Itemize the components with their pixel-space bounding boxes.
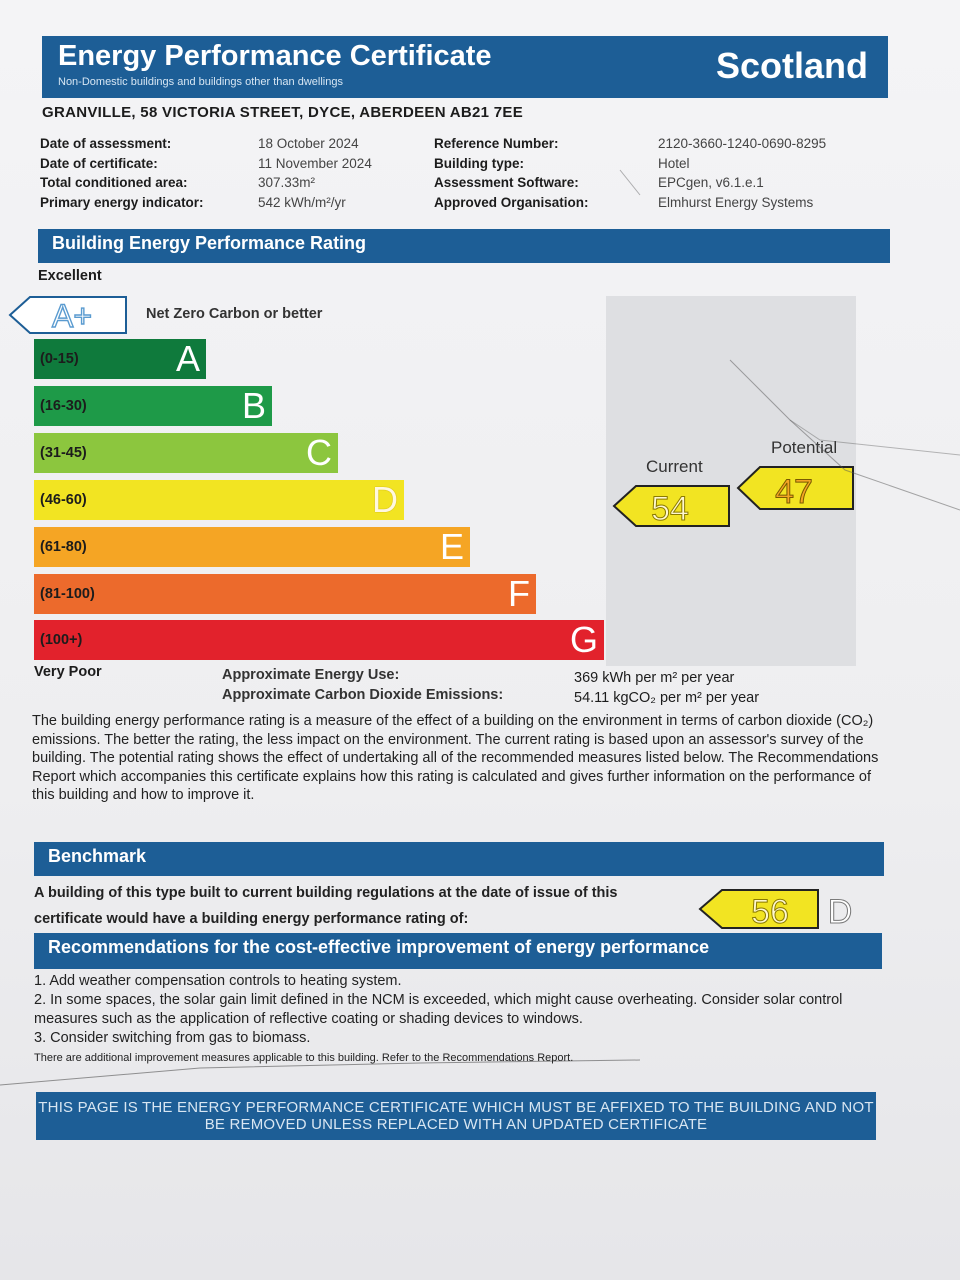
very-poor-label: Very Poor <box>34 664 102 680</box>
carbon-value: 54.11 kgCO₂ per m² per year <box>574 690 760 706</box>
energy-use-value: 369 kWh per m² per year <box>574 670 735 686</box>
conditioned-area-value: 307.33m² <box>258 175 316 190</box>
excellent-label: Excellent <box>38 268 102 284</box>
rating-description: The building energy performance rating is a measure of the effect of a building on the environment in terms of carbon dioxide (CO₂) emissions. The better the rating, the less impact on the environment. The current rating is based upon an assessor's survey of the building. The potential rating shows the effect of undertaking all of the recommended measures listed below. The Recommendations Report which accompanies this certificate explains how this rating is calculated and gives further information on the performance of this building and how to improve it. <box>32 713 879 803</box>
assessment-software-value: EPCgen, v6.1.e.1 <box>658 175 764 190</box>
benchmark-letter: D <box>827 893 853 930</box>
rating-band-range: (31-45) <box>40 445 87 461</box>
building-type-value: Hotel <box>658 155 690 171</box>
rating-band-letter: G <box>569 619 598 660</box>
recommendations-title: Recommendations for the cost-effective improvement of energy performance <box>48 937 710 957</box>
benchmark-title: Benchmark <box>48 846 147 866</box>
current-rating-value: 54 <box>651 490 689 528</box>
rating-band-range: (16-30) <box>40 398 87 414</box>
date-of-assessment-value: 18 October 2024 <box>258 136 359 151</box>
primary-energy-label: Primary energy indicator: <box>40 194 204 210</box>
date-of-certificate-label: Date of certificate: <box>40 155 158 171</box>
recommendations-note: There are additional improvement measures applicable to this building. Refer to the Recommendations Report. <box>34 1052 574 1064</box>
rating-band-letter: A <box>175 338 200 379</box>
building-type-label: Building type: <box>434 155 524 171</box>
carbon-label-text: Approximate Carbon Dioxide Emissions: <box>222 687 504 703</box>
benchmark-value: 56 <box>751 893 789 930</box>
region-label: Scotland <box>715 45 868 86</box>
recommendation-item: 1. Add weather compensation controls to heating system. <box>34 973 402 989</box>
benchmark-text: A building of this type built to current building regulations at the date of issue of this certificate would have a building energy performance rating of: <box>34 885 618 927</box>
rating-band-range: (61-80) <box>40 539 87 555</box>
reference-number-label: Reference Number: <box>434 136 559 151</box>
potential-rating-value: 47 <box>775 473 813 511</box>
rating-band-letter: D <box>372 479 398 520</box>
approved-organisation-value: Elmhurst Energy Systems <box>658 194 814 210</box>
rating-section-title: Building Energy Performance Rating <box>52 233 367 253</box>
primary-energy-value: 542 kWh/m²/yr <box>258 194 346 210</box>
reference-number-value: 2120-3660-1240-0690-8295 <box>658 136 827 151</box>
conditioned-area-label: Total conditioned area: <box>40 175 188 190</box>
rating-band-letter: E <box>439 526 464 567</box>
footer-text: THIS PAGE IS THE ENERGY PERFORMANCE CERTIFICATE WHICH MUST BE AFFIXED TO THE BUILDING AND NOT BE REMOVED UNLESS REPLACED WITH AN UPDATED CERTIFICATE <box>38 1099 874 1133</box>
aplus-description: Net Zero Carbon or better <box>146 306 323 322</box>
recommendation-item: 3. Consider switching from gas to biomass. <box>34 1030 311 1046</box>
assessment-software-label: Assessment Software: <box>434 175 579 190</box>
potential-rating-label: Potential <box>771 438 838 457</box>
rating-band-letter: B <box>241 385 266 426</box>
energy-use-label-text: Approximate Energy Use: <box>222 667 400 683</box>
certificate-title: Energy Performance Certificate <box>58 40 492 72</box>
recommendation-item: 2. In some spaces, the solar gain limit defined in the NCM is exceeded, which might cause overheating. Consider solar control measures such as the application of reflective coating or shading devices to windows. <box>34 992 843 1027</box>
rating-band-range: (46-60) <box>40 492 87 508</box>
property-address: GRANVILLE, 58 VICTORIA STREET, DYCE, ABERDEEN AB21 7EE <box>42 104 524 121</box>
rating-band-range: (0-15) <box>40 351 79 367</box>
approved-organisation-label: Approved Organisation: <box>434 194 589 210</box>
aplus-letter: A+ <box>51 298 93 334</box>
certificate-subtitle: Non-Domestic buildings and buildings other than dwellings <box>58 76 343 88</box>
current-rating-label: Current <box>646 457 703 476</box>
rating-band-range: (100+) <box>40 632 83 648</box>
date-of-assessment-label: Date of assessment: <box>40 136 172 151</box>
rating-band-letter: F <box>508 573 530 614</box>
date-of-certificate-value: 11 November 2024 <box>258 155 372 171</box>
rating-band-range: (81-100) <box>40 586 95 602</box>
rating-band-letter: C <box>306 432 332 473</box>
